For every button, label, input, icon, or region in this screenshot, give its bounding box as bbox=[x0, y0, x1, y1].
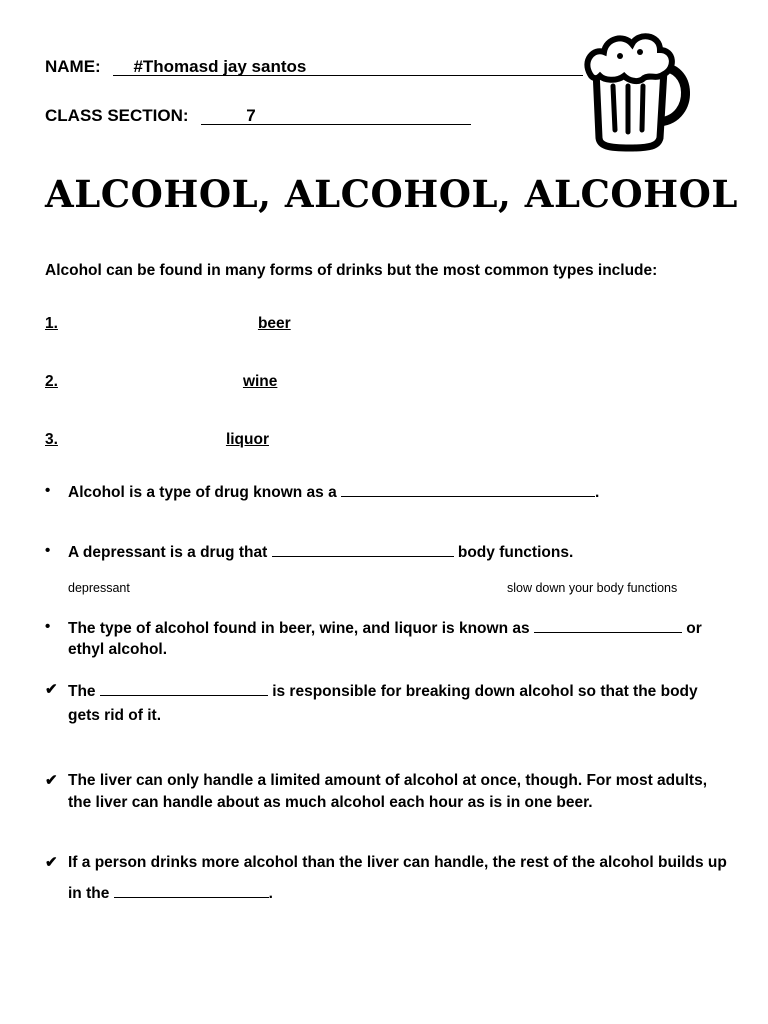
name-label: NAME: bbox=[45, 57, 101, 76]
blank-field[interactable] bbox=[114, 881, 269, 898]
bullet-dot: • bbox=[45, 542, 51, 559]
beer-mug-icon bbox=[580, 30, 698, 152]
name-field[interactable] bbox=[113, 58, 583, 76]
check-item: If a person drinks more alcohol than the liver can handle, the rest of the alcohol builds up bbox=[68, 854, 727, 871]
list-item: 3. liquor bbox=[45, 431, 269, 448]
bullet-dot: • bbox=[45, 618, 51, 635]
class-section-label: CLASS SECTION: bbox=[45, 106, 189, 125]
class-section-value: 7 bbox=[246, 106, 256, 125]
list-item: 1. beer bbox=[45, 315, 291, 332]
answer-beer[interactable]: beer bbox=[257, 315, 291, 332]
bullet-item: A depressant is a drug that body functions. bbox=[68, 540, 573, 564]
blank-field[interactable] bbox=[341, 480, 595, 497]
answer-wine[interactable]: wine bbox=[242, 373, 278, 390]
checkmark-icon: ✔ bbox=[45, 854, 58, 871]
bullet-dot: • bbox=[45, 482, 51, 499]
answer-note: depressant bbox=[68, 581, 130, 595]
answer-note: slow down your body functions bbox=[507, 581, 678, 595]
bullet-item-continued: ethyl alcohol. bbox=[68, 641, 168, 658]
checkmark-icon: ✔ bbox=[45, 772, 58, 789]
check-item-continued: in the . bbox=[68, 881, 273, 905]
class-section-row bbox=[45, 106, 471, 126]
check-item-continued: gets rid of it. bbox=[68, 707, 161, 724]
list-item: 2. wine bbox=[45, 373, 278, 390]
blank-field[interactable] bbox=[100, 679, 268, 696]
page-title: ALCOHOL, ALCOHOL, ALCOHOL bbox=[45, 172, 738, 216]
check-item-continued: the liver can handle about as much alcohol each hour as is in one beer. bbox=[68, 794, 593, 811]
check-item: The is responsible for breaking down alcohol so that the body bbox=[68, 679, 698, 703]
bullet-item: Alcohol is a type of drug known as a . bbox=[68, 480, 599, 504]
intro-text: Alcohol can be found in many forms of drinks but the most common types include: bbox=[45, 262, 658, 279]
blank-field[interactable] bbox=[272, 540, 454, 557]
name-row bbox=[45, 57, 583, 77]
blank-field[interactable] bbox=[534, 616, 682, 633]
bullet-item: The type of alcohol found in beer, wine, and liquor is known as or bbox=[68, 616, 702, 640]
class-section-field[interactable] bbox=[201, 107, 471, 125]
check-item: The liver can only handle a limited amount of alcohol at once, though. For most adults, bbox=[68, 772, 708, 789]
name-value: #Thomasd jay santos bbox=[133, 57, 307, 76]
answer-liquor[interactable]: liquor bbox=[225, 431, 269, 448]
checkmark-icon: ✔ bbox=[45, 681, 58, 698]
